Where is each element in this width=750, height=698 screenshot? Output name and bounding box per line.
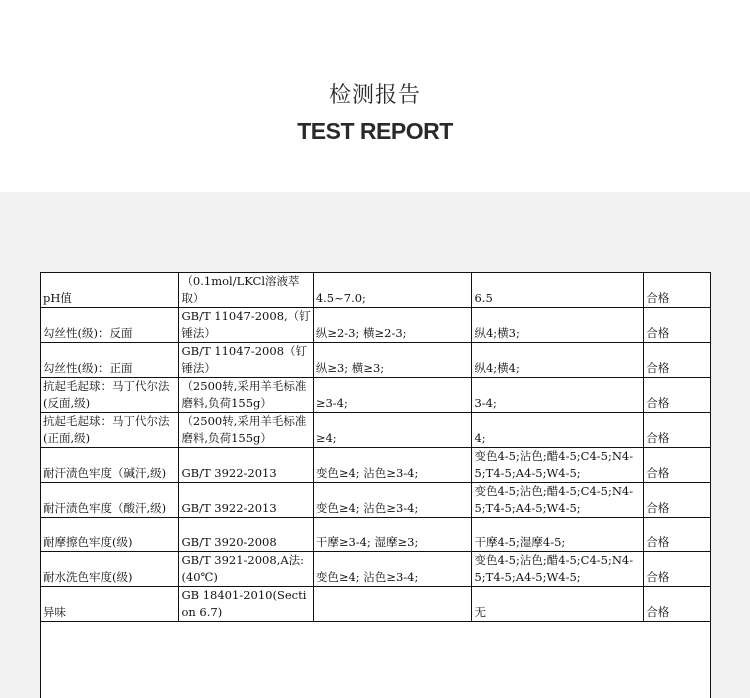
verdict-cell: 合格 — [644, 587, 711, 622]
test-method-cell: （2500转,采用羊毛标准磨料,负荷155g） — [179, 413, 313, 448]
requirement-cell — [313, 587, 472, 622]
requirement-cell: 变色≥4; 沾色≥3-4; — [313, 483, 472, 518]
test-method-cell: GB/T 11047-2008（钉锤法） — [179, 343, 313, 378]
test-item-cell: 勾丝性(级)：正面 — [41, 343, 179, 378]
test-item-cell: 抗起毛起球：马丁代尔法(反面,级) — [41, 378, 179, 413]
test-method-cell: （0.1mol/LKCl溶液萃取） — [179, 273, 313, 308]
table-row — [41, 552, 711, 587]
result-cell: 3-4; — [472, 378, 644, 413]
result-cell: 变色4-5;沾色;醋4-5;C4-5;N4-5;T4-5;A4-5;W4-5; — [472, 552, 644, 587]
result-cell: 6.5 — [472, 273, 644, 308]
test-method-cell: GB 18401-2010(Section 6.7) — [179, 587, 313, 622]
verdict-cell: 合格 — [644, 308, 711, 343]
requirement-cell: 干摩≥3-4; 湿摩≥3; — [313, 518, 472, 552]
result-cell: 4; — [472, 413, 644, 448]
report-title-en: TEST REPORT — [297, 118, 453, 144]
verdict-cell: 合格 — [644, 378, 711, 413]
test-item-cell: 耐汗渍色牢度（碱汗,级) — [41, 448, 179, 483]
test-item-cell: 勾丝性(级)：反面 — [41, 308, 179, 343]
verdict-cell: 合格 — [644, 273, 711, 308]
test-method-cell: GB/T 11047-2008,（钉锤法） — [179, 308, 313, 343]
test-item-cell: 异味 — [41, 587, 179, 622]
table-row — [41, 308, 711, 343]
verdict-cell: 合格 — [644, 413, 711, 448]
result-cell: 干摩4-5;湿摩4-5; — [472, 518, 644, 552]
test-item-cell: 耐摩擦色牢度(级) — [41, 518, 179, 552]
requirement-cell: ≥4; — [313, 413, 472, 448]
requirement-cell: 变色≥4; 沾色≥3-4; — [313, 552, 472, 587]
test-results-table — [40, 272, 711, 622]
test-method-cell: GB/T 3920-2008 — [179, 518, 313, 552]
verdict-cell: 合格 — [644, 448, 711, 483]
table-row — [41, 518, 711, 552]
requirement-cell: 变色≥4; 沾色≥3-4; — [313, 448, 472, 483]
test-results-body — [41, 273, 711, 622]
verdict-cell: 合格 — [644, 343, 711, 378]
table-row — [41, 483, 711, 518]
result-cell: 变色4-5;沾色;醋4-5;C4-5;N4-5;T4-5;A4-5;W4-5; — [472, 483, 644, 518]
test-item-cell: 耐汗渍色牢度（酸汗,级) — [41, 483, 179, 518]
verdict-cell: 合格 — [644, 552, 711, 587]
table-row — [41, 587, 711, 622]
table-row — [41, 448, 711, 483]
verdict-cell: 合格 — [644, 518, 711, 552]
requirement-cell: 纵≥2-3; 横≥2-3; — [313, 308, 472, 343]
report-title-cn: 检测报告 — [328, 83, 421, 108]
result-cell: 变色4-5;沾色;醋4-5;C4-5;N4-5;T4-5;A4-5;W4-5; — [472, 448, 644, 483]
test-item-cell: 抗起毛起球：马丁代尔法(正面,级) — [41, 413, 179, 448]
table-row — [41, 413, 711, 448]
result-cell: 纵4;横4; — [472, 343, 644, 378]
table-row — [41, 273, 711, 308]
test-method-cell: （2500转,采用羊毛标准磨料,负荷155g） — [179, 378, 313, 413]
requirement-cell: 纵≥3; 横≥3; — [313, 343, 472, 378]
test-method-cell: GB/T 3922-2013 — [179, 483, 313, 518]
test-method-cell: GB/T 3922-2013 — [179, 448, 313, 483]
requirement-cell: 4.5~7.0; — [313, 273, 472, 308]
report-header — [0, 0, 750, 192]
test-item-cell: pH值 — [41, 273, 179, 308]
test-item-cell: 耐水洗色牢度(级) — [41, 552, 179, 587]
table-row — [41, 343, 711, 378]
result-cell: 无 — [472, 587, 644, 622]
result-cell: 纵4;横3; — [472, 308, 644, 343]
test-method-cell: GB/T 3921-2008,A法:(40℃) — [179, 552, 313, 587]
table-row — [41, 378, 711, 413]
requirement-cell: ≥3-4; — [313, 378, 472, 413]
verdict-cell: 合格 — [644, 483, 711, 518]
